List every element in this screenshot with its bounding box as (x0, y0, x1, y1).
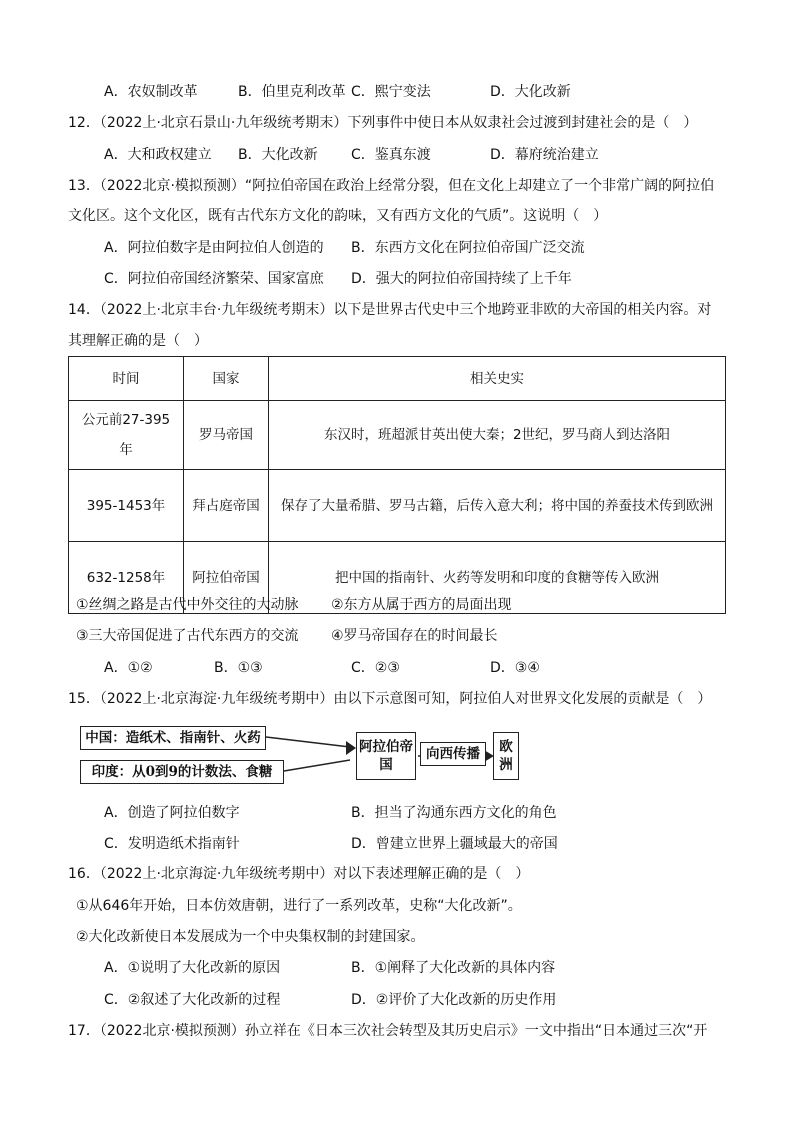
q12-option-d: D．幕府统治建立 (490, 147, 599, 163)
table-cell-time: 632-1258年 (69, 542, 184, 614)
table-cell-fact: 保存了大量希腊、罗马古籍，后传入意大利；将中国的养蚕技术传到欧洲 (269, 470, 726, 542)
q15-option-b: B．担当了沟通东西方文化的角色 (351, 805, 557, 821)
q14-option-b: B．①③ (214, 660, 263, 676)
q16-option-c: C．②叙述了大化改新的过程 (104, 992, 281, 1008)
table-cell-time: 公元前27-395年 (69, 401, 184, 470)
q13-stem-line1: 13．（2022北京·模拟预测）“阿拉伯帝国在政治上经常分裂，但在文化上却建立了一个非常广阔的阿拉伯 (68, 178, 715, 194)
q13-option-a: A．阿拉伯数字是由阿拉伯人创造的 (104, 240, 324, 256)
q13-option-d: D．强大的阿拉伯帝国持续了上千年 (351, 271, 572, 287)
q14-statement-1: ①丝绸之路是古代中外交往的大动脉 (76, 597, 299, 613)
q16-option-d: D．②评价了大化改新的历史作用 (351, 992, 557, 1008)
q14-stem-line1: 14．（2022上·北京丰台·九年级统考期末）以下是世界古代史中三个地跨亚非欧的大帝国的相关内容。对 (68, 302, 712, 318)
china-box: 中国：造纸术、指南针、火药 (80, 726, 266, 750)
q14-statement-2: ②东方从属于西方的局面出现 (331, 597, 512, 613)
q13-stem-line2: 文化区。这个文化区，既有古代东方文化的韵味，又有西方文化的气质”。这说明（ ） (68, 208, 608, 224)
table-row (69, 401, 726, 470)
q12-stem: 12．（2022上·北京石景山·九年级统考期末）下列事件中使日本从奴隶社会过渡到封建社会的是（ ） (68, 115, 698, 131)
q15-option-d: D．曾建立世界上疆域最大的帝国 (351, 836, 558, 852)
q15-stem: 15．（2022上·北京海淀·九年级统考期中）由以下示意图可知，阿拉伯人对世界文化发展的贡献是（ ） (68, 691, 712, 707)
spread-west-box: 向西传播 (420, 742, 486, 766)
q12-option-b: B．大化改新 (238, 147, 318, 163)
culture-spread-diagram (80, 722, 520, 792)
table-header-time: 时间 (69, 357, 184, 401)
q17-stem: 17．（2022北京·模拟预测）孙立祥在《日本三次社会转型及其历史启示》一文中指出“日本通过三次“开 (68, 1023, 708, 1039)
empire-table (68, 356, 726, 614)
table-header-country: 国家 (184, 357, 269, 401)
q13-option-b: B．东西方文化在阿拉伯帝国广泛交流 (351, 240, 585, 256)
q14-option-a: A．①② (104, 660, 153, 676)
q13-option-c: C．阿拉伯帝国经济繁荣、国家富庶 (104, 271, 324, 287)
table-cell-country: 阿拉伯帝国 (184, 542, 269, 614)
arab-empire-box: 阿拉伯帝国 (356, 732, 416, 780)
table-row (69, 470, 726, 542)
q14-option-c: C．②③ (351, 660, 400, 676)
table-cell-country: 罗马帝国 (184, 401, 269, 470)
q15-option-a: A．创造了阿拉伯数字 (104, 805, 240, 821)
q16-option-b: B．①阐释了大化改新的具体内容 (351, 960, 556, 976)
table-header-row (69, 357, 726, 401)
q12-option-c: C．鉴真东渡 (351, 147, 431, 163)
table-header-facts: 相关史实 (269, 357, 726, 401)
q11-option-a: A．农奴制改革 (104, 84, 198, 100)
q16-statement-2: ②大化改新使日本发展成为一个中央集权制的封建国家。 (76, 929, 425, 945)
q11-option-d: D．大化改新 (490, 84, 571, 100)
india-box: 印度：从0到9的计数法、食糖 (80, 760, 284, 784)
q14-statement-4: ④罗马帝国存在的时间最长 (331, 628, 498, 644)
table-cell-fact: 东汉时，班超派甘英出使大秦；2世纪，罗马商人到达洛阳 (269, 401, 726, 470)
q11-option-c: C．熙宁变法 (351, 84, 431, 100)
q12-option-a: A．大和政权建立 (104, 147, 212, 163)
q16-stem: 16．（2022上·北京海淀·九年级统考期中）对以下表述理解正确的是（ ） (68, 866, 530, 882)
q11-option-b: B．伯里克利改革 (238, 84, 346, 100)
table-cell-country: 拜占庭帝国 (184, 470, 269, 542)
q14-stem-line2: 其理解正确的是（ ） (68, 333, 208, 349)
q16-option-a: A．①说明了大化改新的原因 (104, 960, 281, 976)
table-cell-fact: 把中国的指南针、火药等发明和印度的食糖等传入欧洲 (269, 542, 726, 614)
q14-statement-3: ③三大帝国促进了古代东西方的交流 (76, 628, 299, 644)
europe-box: 欧洲 (493, 732, 519, 780)
table-cell-time: 395-1453年 (69, 470, 184, 542)
q16-statement-1: ①从646年开始，日本仿效唐朝，进行了一系列改革，史称“大化改新”。 (76, 898, 522, 914)
q15-option-c: C．发明造纸术指南针 (104, 836, 240, 852)
q14-option-d: D．③④ (490, 660, 540, 676)
